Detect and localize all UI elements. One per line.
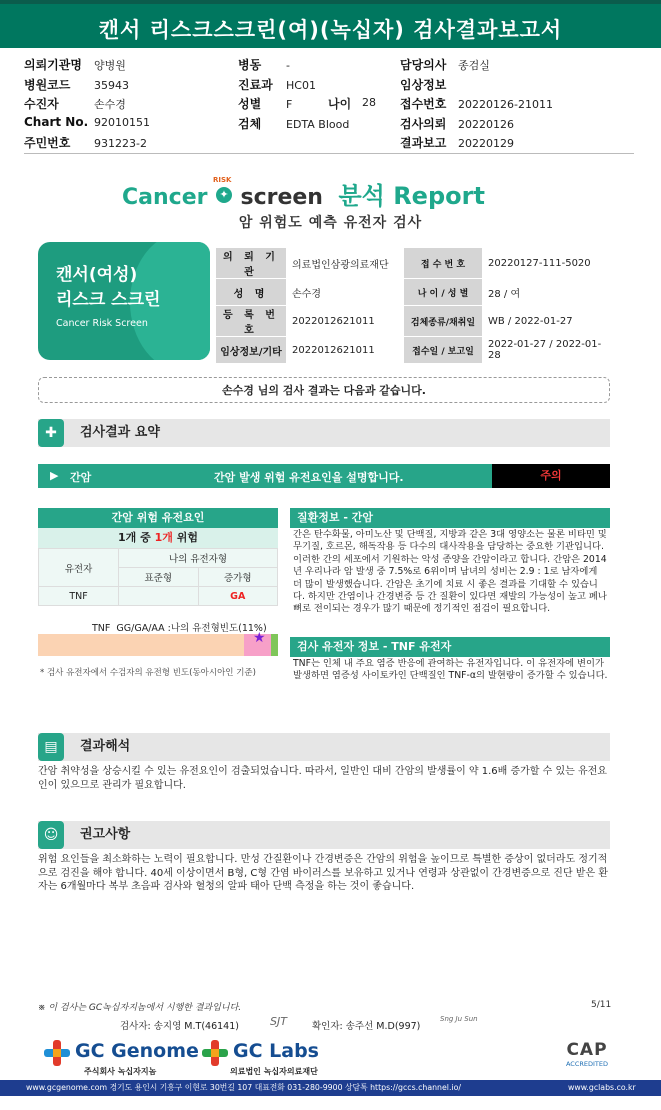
header-col3 bbox=[400, 56, 640, 154]
header-field-label: Chart No. bbox=[24, 114, 89, 129]
risk-count-post: 위험 bbox=[172, 531, 198, 544]
disease-header bbox=[290, 508, 610, 528]
header-field-label: 검체 bbox=[238, 116, 262, 131]
freq-text: TNF GG/GA/AA :나의 유전형빈도(11%) bbox=[92, 623, 267, 634]
header-field-label: 병원코드 bbox=[24, 77, 71, 92]
report-logo bbox=[122, 176, 542, 212]
logo-report: 분석 Report bbox=[338, 182, 485, 210]
info-row bbox=[216, 248, 608, 279]
header-field-value: - bbox=[286, 59, 290, 72]
logo-cancer: Cancer bbox=[122, 185, 208, 210]
info-label: 접 수 번 호 bbox=[404, 248, 482, 279]
info-label: 검체종류/채취일 bbox=[404, 306, 482, 337]
examiner: 검사자: 송지영 M.T(46141) bbox=[120, 1021, 239, 1032]
header-field-value: EDTA Blood bbox=[286, 117, 350, 131]
header-col2 bbox=[238, 56, 398, 134]
gc-genome-sub: 주식회사 녹십자지놈 bbox=[84, 1067, 157, 1076]
cap-logo bbox=[552, 1040, 622, 1076]
status-text: 주의 bbox=[540, 469, 562, 482]
gc-cross-icon bbox=[44, 1040, 70, 1066]
info-value: 의료법인삼광의료재단 bbox=[286, 248, 404, 279]
info-label: 임상정보/기타 bbox=[216, 337, 286, 364]
summary-bar bbox=[38, 419, 610, 447]
address-bar bbox=[0, 1080, 661, 1096]
labs-site: www.gclabs.co.kr bbox=[568, 1083, 636, 1092]
header-field-label: 병동 bbox=[238, 58, 262, 72]
star-icon: ★ bbox=[253, 630, 266, 646]
risk-header: 간암 위험 유전요인 bbox=[38, 508, 278, 528]
header-field bbox=[400, 95, 640, 115]
my-genotype-header: 나의 유전자형 bbox=[119, 549, 278, 568]
clipboard-icon: ▤ bbox=[38, 733, 64, 761]
logo-screen: screen bbox=[240, 185, 323, 210]
header-field-value: 종검실 bbox=[458, 59, 490, 72]
logo-risk-emblem bbox=[211, 176, 237, 206]
header-field bbox=[400, 56, 640, 76]
liver-cancer-row bbox=[38, 464, 610, 488]
disease-text: 간은 탄수화물, 아미노산 및 단백질, 지방과 같은 3대 영양소는 물론 비타민 및 무기질, 호르몬, 해독작용 등 다수의 대사작용을 담당하는 중요한 기관입니다. 이러한 간의 세포에서 기원하는 악성 종양을 간암이라고 합니다. 간암은 2014년 우리나라 암 발생 중 7.5%로 6위이며 남녀의 성비는 2.9 : 1로 남자에게 더 많이 발생했습니다. 간암은 초기에 치료 시 좋은 결과를 기대할 수 있습니다. 하지만 간염이나 간경변증 등 간 질환이 있다면 재발의 가능성이 높고 폐나 뼈로 전이되는 경우가 많기 때문에 정기적인 점검이 필요합니다. bbox=[293, 529, 607, 615]
gc-cross-icon bbox=[202, 1040, 228, 1066]
confirmer: 확인자: 송주선 M.D(997) bbox=[312, 1021, 421, 1032]
info-label: 성 명 bbox=[216, 279, 286, 306]
confirmer-signature: Sng Ju Sun bbox=[440, 1015, 478, 1023]
freq-segment bbox=[271, 634, 278, 656]
intro-box bbox=[38, 377, 610, 403]
gc-genome-logo bbox=[44, 1040, 199, 1080]
gc-labs-sub: 의료법인 녹십자의료재단 bbox=[230, 1067, 318, 1076]
header-field-value: 20220126 bbox=[458, 117, 514, 131]
header-field bbox=[238, 76, 398, 96]
gene-text: TNF는 인체 내 주요 염증 반응에 관여하는 유전자입니다. 이 유전자에 변이가 발생하면 염증성 사이토카인 단백질인 TNF-α의 발현량이 증가할 수 있습니다. bbox=[293, 658, 608, 682]
address-text: www.gcgenome.com 경기도 용인시 기흥구 이현로 30번길 107 대표전화 031-280-9900 상담톡 https://gccs.channel.io/ bbox=[26, 1083, 462, 1092]
info-value: 2022012621011 bbox=[286, 337, 404, 364]
examiner-signature: SJT bbox=[270, 1015, 287, 1028]
risk-count bbox=[38, 528, 278, 548]
header-field-label: 담당의사 bbox=[400, 58, 447, 72]
header-field-label: 수진자 bbox=[24, 97, 59, 111]
info-table bbox=[216, 248, 608, 364]
header-field-value: 931223-2 bbox=[94, 137, 147, 150]
page-number: 5/11 bbox=[591, 1000, 612, 1010]
logo-risk-text: RISK bbox=[212, 176, 232, 184]
recommend-title: 권고사항 bbox=[80, 827, 131, 842]
risk-count-highlight: 1개 bbox=[154, 531, 173, 544]
report-subtitle: 암 위험도 예측 유전자 검사 bbox=[238, 215, 423, 231]
standard-value bbox=[119, 587, 199, 606]
info-value: 2022012621011 bbox=[286, 306, 404, 337]
header-field bbox=[24, 56, 224, 76]
header-field-label: 주민번호 bbox=[24, 136, 71, 150]
increased-value: GA bbox=[198, 587, 278, 606]
header-field-value: 손수경 bbox=[94, 98, 126, 111]
recommend-bar bbox=[38, 821, 610, 849]
card-title-2: 리스크 스크린 bbox=[56, 290, 161, 310]
intro-text: 손수경 님의 검사 결과는 다음과 같습니다. bbox=[222, 384, 426, 397]
gene-header-text: 검사 유전자 정보 - TNF 유전자 bbox=[297, 640, 452, 653]
header-divider bbox=[24, 153, 634, 154]
header-field bbox=[24, 95, 224, 115]
report-title: 캔서 리스크스크린(여)(녹십자) 검사결과보고서 bbox=[0, 0, 661, 48]
play-icon: ▶ bbox=[50, 469, 59, 482]
header-col1 bbox=[24, 56, 224, 154]
info-label: 의 뢰 기 관 bbox=[216, 248, 286, 279]
col-increased: 증가형 bbox=[198, 568, 278, 587]
info-label: 나 이 / 성 별 bbox=[404, 279, 482, 306]
header-field-value: 20220129 bbox=[458, 137, 514, 150]
age-label: 나이 bbox=[328, 97, 352, 111]
header-field-label: 의뢰기관명 bbox=[24, 58, 82, 72]
info-value: 20220127-111-5020 bbox=[482, 248, 608, 279]
header-field-value: HC01 bbox=[286, 78, 316, 92]
header-field bbox=[24, 76, 224, 96]
header-field-value: F bbox=[286, 98, 293, 111]
genotype-table bbox=[38, 548, 278, 606]
card-title-1: 캔서(여성) bbox=[56, 265, 138, 285]
product-card bbox=[38, 242, 210, 360]
header-field-value: 20220126-21011 bbox=[458, 98, 553, 111]
info-label: 접수일 / 보고일 bbox=[404, 337, 482, 364]
col-gene: 유전자 bbox=[39, 549, 119, 587]
recommend-text: 위험 요인들을 최소화하는 노력이 필요합니다. 만성 간질환이나 간경변증은 간암의 위험을 높이므로 특별한 증상이 없더라도 정기적으로 검진을 해야 합니다. 40세 이상이면서 B형, C형 간염 바이러스를 보유하고 있거나 연령과 상관없이 간경변증으로 진단 받은 환자는 6개월마다 복부 초음파 검사와 혈청의 알파 태아 단백 측정을 하는 것이 좋습니다. bbox=[38, 854, 608, 892]
gc-labs-name: GC Labs bbox=[233, 1040, 319, 1062]
header-field bbox=[238, 56, 398, 76]
cap-sub: ACCREDITED bbox=[565, 1060, 609, 1068]
disease-header-text: 질환정보 - 간암 bbox=[297, 511, 373, 524]
header-field bbox=[24, 134, 224, 154]
interp-bar bbox=[38, 733, 610, 761]
info-row bbox=[216, 337, 608, 364]
header-field-label: 진료과 bbox=[238, 77, 273, 92]
header-field bbox=[238, 115, 398, 135]
header-field bbox=[400, 76, 640, 96]
liver-desc: 간암 발생 위험 유전요인을 설명합니다. bbox=[214, 471, 404, 484]
info-value: WB / 2022-01-27 bbox=[482, 306, 608, 337]
freq-footnote: * 검사 유전자에서 수검자의 유전형 빈도(동아시아인 기준) bbox=[40, 668, 256, 678]
gene-header bbox=[290, 637, 610, 657]
header-field-label: 결과보고 bbox=[400, 136, 447, 150]
liver-label: 간암 bbox=[70, 471, 92, 484]
gc-genome-name: GC Genome bbox=[75, 1040, 199, 1062]
leaf-icon: ✦ bbox=[216, 187, 232, 203]
cap-name: CAP bbox=[566, 1040, 608, 1060]
header-field bbox=[24, 115, 224, 135]
header-field-label: 임상정보 bbox=[400, 77, 447, 92]
header-field-value: 양병원 bbox=[94, 59, 126, 72]
card-subtitle: Cancer Risk Screen bbox=[56, 318, 148, 329]
medical-kit-icon: ✚ bbox=[38, 419, 64, 447]
status-box bbox=[492, 464, 610, 488]
doctor-icon: ☺ bbox=[38, 821, 64, 849]
info-value: 28 / 여 bbox=[482, 279, 608, 306]
header-field-value: 92010151 bbox=[94, 115, 150, 129]
freq-segment bbox=[38, 634, 244, 656]
header-field-label: 접수번호 bbox=[400, 97, 447, 111]
age-value: 28 bbox=[362, 96, 376, 109]
freq-bar bbox=[38, 634, 278, 656]
info-value: 손수경 bbox=[286, 279, 404, 306]
header-field bbox=[400, 115, 640, 135]
interp-title: 결과해석 bbox=[80, 739, 131, 754]
info-label: 등 록 번 호 bbox=[216, 306, 286, 337]
gene-name: TNF bbox=[39, 587, 119, 606]
header-field bbox=[400, 134, 640, 154]
summary-title: 검사결과 요약 bbox=[80, 425, 160, 440]
info-row bbox=[216, 279, 608, 306]
info-value: 2022-01-27 / 2022-01-28 bbox=[482, 337, 608, 364]
interp-text: 간암 취약성을 상승시킬 수 있는 유전요인이 검출되었습니다. 따라서, 일반인 대비 간암의 발생률이 약 1.6배 증가할 수 있는 유전요인이 있으므로 관리가 필요합니다. bbox=[38, 766, 607, 791]
header-field-label: 성별 bbox=[238, 97, 262, 111]
header-field-label: 검사의뢰 bbox=[400, 116, 447, 131]
info-row bbox=[216, 306, 608, 337]
header-field-value: 35943 bbox=[94, 78, 129, 92]
footer-note: ※ 이 검사는 GC녹십자지놈에서 시행한 결과입니다. bbox=[38, 1003, 242, 1013]
risk-count-pre: 1개 중 bbox=[118, 531, 155, 544]
col-standard: 표준형 bbox=[119, 568, 199, 587]
gc-labs-logo bbox=[202, 1040, 342, 1080]
